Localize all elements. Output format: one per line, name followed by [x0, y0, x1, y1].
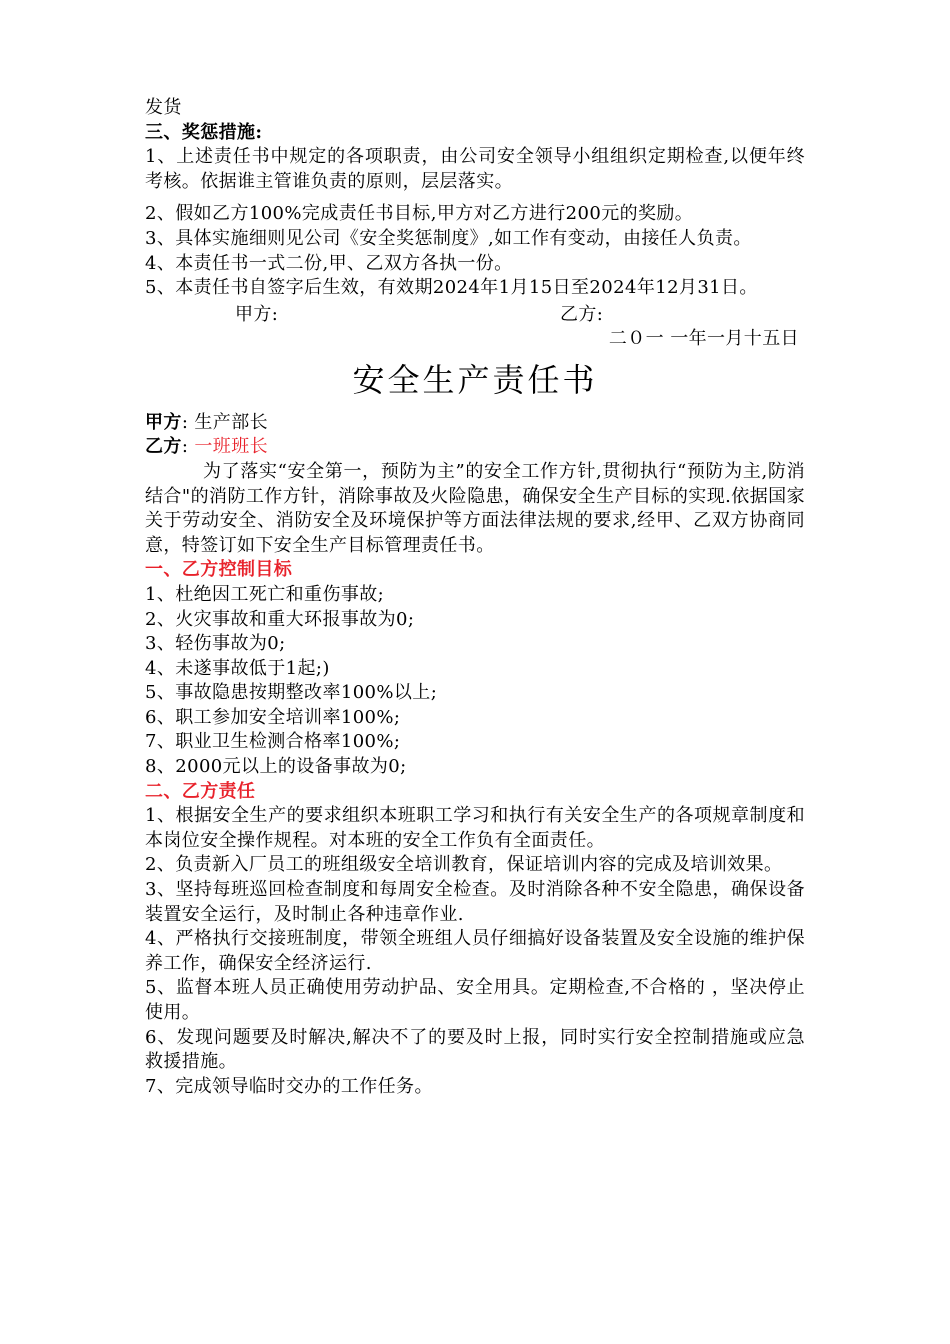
- target-item-5: 5、事故隐患按期整改率100%以上;: [145, 682, 438, 704]
- target-item-1: 1、杜绝因工死亡和重伤事故;: [145, 583, 385, 605]
- responsibility-item-7: 7、完成领导临时交办的工作任务。: [145, 1075, 433, 1097]
- party-a-label: 甲方: [145, 411, 182, 433]
- target-item-3: 3、轻伤事故为0;: [145, 633, 286, 655]
- signing-date: 二０一 一年一月十五日: [608, 327, 799, 349]
- party-b-colon: :: [181, 436, 195, 458]
- document-title: 安全生产责任书: [352, 360, 598, 399]
- previous-section-tail: 发货: [145, 97, 182, 118]
- responsibility-item-1: 1、根据安全生产的要求组织本班职工学习和执行有关安全生产的各项规章制度和本岗位安全操作规程。对本班的安全工作负有全面责任。: [145, 805, 805, 851]
- responsibility-item-3: 3、坚持每班巡回检查制度和每周安全检查。及时消除各种不安全隐患，确保设备装置安全运行，及时制止各种违章作业.: [145, 879, 805, 925]
- target-item-8: 8、2000元以上的设备事故为0;: [145, 756, 407, 778]
- rewards-item-3: 3、具体实施细则见公司《安全奖惩制度》,如工作有变动，由接任人负责。: [145, 227, 752, 249]
- responsibility-item-5: 5、监督本班人员正确使用劳动护品、安全用具。定期检查,不合格的 ，坚决停止使用。: [145, 977, 805, 1023]
- target-item-2: 2、火灾事故和重大环报事故为0;: [145, 608, 415, 630]
- control-targets-heading: 一、乙方控制目标: [145, 559, 293, 581]
- party-a-signature: 甲方:: [235, 303, 279, 325]
- party-b-signature: 乙方:: [560, 303, 604, 325]
- responsibility-item-6: 6、发现问题要及时解决,解决不了的要及时上报，同时实行安全控制措施或应急救援措施。: [145, 1026, 805, 1073]
- target-item-6: 6、职工参加安全培训率100%;: [145, 706, 401, 728]
- target-item-4: 4、未遂事故低于1起;): [145, 657, 330, 679]
- document-body: [145, 96, 805, 1099]
- rewards-heading: 三、奖惩措施:: [145, 121, 263, 143]
- responsibilities-heading: 二、乙方责任: [145, 780, 256, 802]
- party-a-line: [145, 411, 805, 436]
- signature-row: [145, 303, 805, 327]
- intro-paragraph: 为了落实“安全第一，预防为主”的安全工作方针,贯彻执行“预防为主,防消结合"的消防工作方针，消除事故及火险隐患，确保安全生产目标的实现.依据国家关于劳动安全、消防安全及环境保护等方面法律法规的要求,经甲、乙双方协商同意，特签订如下安全生产目标管理责任书。: [145, 460, 805, 556]
- party-a-value: : 生产部长: [181, 411, 268, 433]
- rewards-item-4: 4、本责任书一式二份,甲、乙双方各执一份。: [145, 252, 513, 274]
- target-item-7: 7、职业卫生检测合格率100%;: [145, 731, 401, 753]
- party-b-label: 乙方: [145, 436, 182, 458]
- responsibility-item-2: 2、负责新入厂员工的班组级安全培训教育，保证培训内容的完成及培训效果。: [145, 854, 783, 876]
- rewards-item-2: 2、假如乙方100%完成责任书目标,甲方对乙方进行200元的奖励。: [145, 203, 694, 225]
- rewards-item-1: 1、上述责任书中规定的各项职责，由公司安全领导小组组织定期检查,以便年终考核。依据谁主管谁负责的原则，层层落实。: [145, 146, 805, 192]
- responsibility-item-4: 4、严格执行交接班制度，带领全班组人员仔细搞好设备装置及安全设施的维护保养工作，确保安全经济运行.: [145, 928, 805, 974]
- party-b-line: [145, 435, 805, 460]
- party-b-value: 一班班长: [194, 436, 269, 458]
- rewards-item-5: 5、本责任书自签字后生效，有效期2024年1月15日至2024年12月31日。: [145, 277, 758, 299]
